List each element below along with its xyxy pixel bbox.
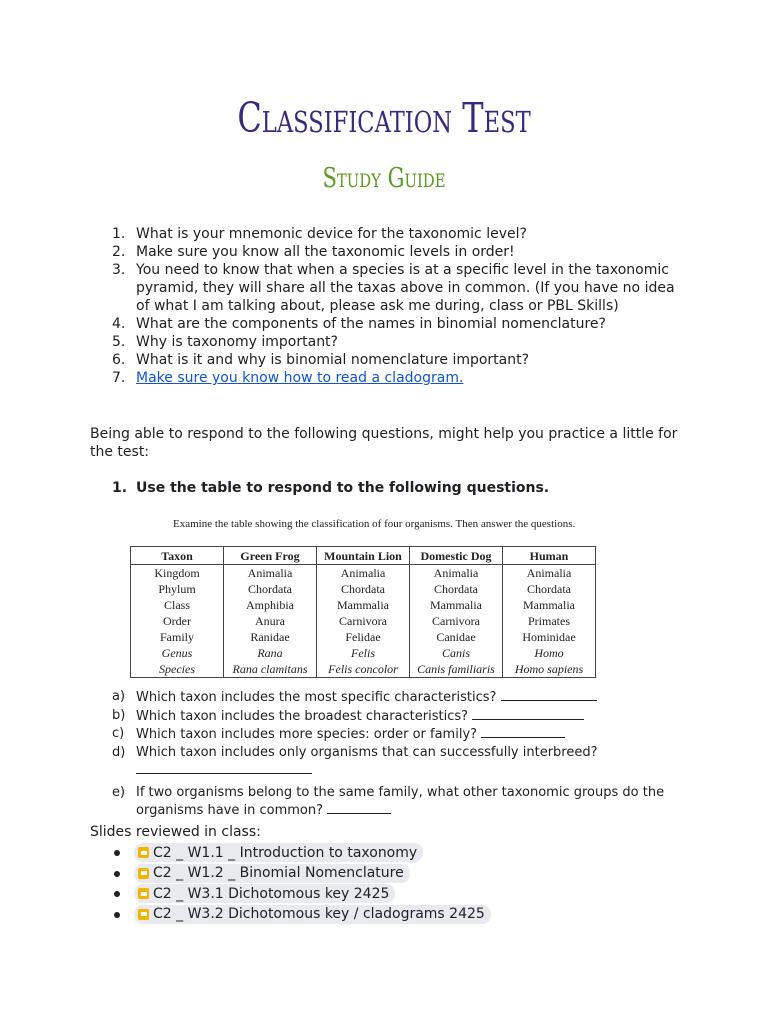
- list-item: [112, 369, 682, 387]
- question-heading: [112, 480, 549, 496]
- table-row: [131, 581, 596, 597]
- question-number: 1.: [112, 480, 128, 496]
- answer-blank[interactable]: [481, 725, 565, 738]
- answer-blank[interactable]: [327, 801, 391, 814]
- slides-icon: [138, 847, 149, 858]
- table-cell: Phylum: [131, 581, 224, 597]
- table-cell: Class: [131, 597, 224, 613]
- table-header: Green Frog: [224, 547, 317, 565]
- list-item: [112, 688, 672, 707]
- bullet-icon: [114, 912, 120, 918]
- list-item: [112, 725, 672, 744]
- table-cell: Canis familiaris: [410, 661, 503, 678]
- page-subtitle: Study Guide: [322, 163, 446, 194]
- answer-blank[interactable]: [472, 707, 584, 720]
- cladogram-link[interactable]: Make sure you know how to read a cladogram.: [136, 370, 464, 386]
- table-cell: Canidae: [410, 629, 503, 645]
- table-cell: Animalia: [317, 565, 410, 582]
- table-cell: Homo: [503, 645, 596, 661]
- slides-icon: [138, 888, 149, 899]
- question-text: Use the table to respond to the following questions.: [136, 480, 550, 496]
- table-cell: Kingdom: [131, 565, 224, 582]
- table-cell: Mammalia: [410, 597, 503, 613]
- list-letter: e): [112, 784, 126, 800]
- table-header-row: [131, 547, 596, 565]
- slides-icon: [138, 868, 149, 879]
- table-cell: Felidae: [317, 629, 410, 645]
- list-item-text: If two organisms belong to the same family, what other taxonomic groups do the organisms have in common?: [136, 784, 665, 818]
- list-item-text: Which taxon includes only organisms that can successfully interbreed?: [136, 744, 598, 760]
- table-cell: Order: [131, 613, 224, 629]
- table-cell: Genus: [131, 645, 224, 661]
- study-guide-list: [112, 225, 682, 387]
- list-item-text: Which taxon includes more species: order or family?: [136, 727, 478, 742]
- table-cell: Ranidae: [224, 629, 317, 645]
- slides-chip-label: C2 _ W3.1 Dichotomous key 2425: [153, 885, 390, 902]
- list-item-text: What is your mnemonic device for the taxonomic level?: [136, 226, 527, 242]
- slides-chip[interactable]: [134, 884, 395, 903]
- classification-table: [130, 546, 596, 678]
- bullet-icon: [114, 891, 120, 897]
- slides-heading: Slides reviewed in class:: [90, 824, 261, 840]
- list-item: [112, 351, 682, 369]
- table-row: [131, 613, 596, 629]
- slides-chip-label: C2 _ W3.2 Dichotomous key / cladograms 2425: [153, 906, 485, 922]
- list-item: [112, 333, 682, 351]
- table-cell: Hominidae: [503, 629, 596, 645]
- table-cell: Mammalia: [317, 597, 410, 613]
- table-cell: Chordata: [317, 581, 410, 597]
- list-item-text: Make sure you know all the taxonomic levels in order!: [136, 244, 515, 260]
- list-number: 5.: [112, 334, 126, 350]
- list-letter: c): [112, 726, 125, 741]
- table-row: [131, 661, 596, 678]
- table-row: [131, 645, 596, 661]
- table-cell: Chordata: [224, 581, 317, 597]
- table-cell: Carnivora: [410, 613, 503, 629]
- list-item: [112, 261, 682, 315]
- table-cell: Mammalia: [503, 597, 596, 613]
- table-cell: Animalia: [224, 565, 317, 582]
- bullet-icon: [114, 850, 120, 856]
- subquestion-list: [112, 688, 672, 820]
- list-letter: b): [112, 707, 126, 723]
- list-item-text: What is it and why is binomial nomenclature important?: [136, 352, 530, 368]
- table-row: [131, 629, 596, 645]
- list-letter: d): [112, 744, 126, 760]
- table-header: Mountain Lion: [317, 547, 410, 565]
- list-item: [112, 784, 672, 820]
- answer-blank[interactable]: [136, 761, 312, 774]
- slides-chip[interactable]: [134, 905, 491, 924]
- list-number: 3.: [112, 262, 126, 278]
- list-item: [112, 225, 682, 243]
- slides-chip-label: C2 _ W1.1 _ Introduction to taxonomy: [153, 844, 418, 861]
- list-item-text: Why is taxonomy important?: [136, 334, 338, 350]
- answer-blank[interactable]: [501, 688, 597, 701]
- table-cell: Species: [131, 661, 224, 678]
- list-item-text: What are the components of the names in binomial nomenclature?: [136, 316, 606, 332]
- list-item: [112, 744, 672, 780]
- intro-paragraph: Being able to respond to the following questions, might help you practice a little for the test:: [90, 426, 678, 460]
- list-number: 6.: [112, 352, 126, 368]
- table-caption: Examine the table showing the classification of four organisms. Then answer the questions.: [173, 518, 576, 530]
- list-number: 2.: [112, 244, 126, 260]
- list-item: [112, 243, 682, 261]
- list-item: [112, 315, 682, 333]
- table-cell: Canis: [410, 645, 503, 661]
- list-item-text: Which taxon includes the most specific characteristics?: [136, 690, 497, 705]
- list-item: [112, 707, 672, 726]
- table-cell: Chordata: [410, 581, 503, 597]
- table-cell: Felis: [317, 645, 410, 661]
- table-header: Human: [503, 547, 596, 565]
- table-cell: Primates: [503, 613, 596, 629]
- list-number: 4.: [112, 316, 126, 332]
- table-cell: Rana clamitans: [224, 661, 317, 678]
- table-header: Taxon: [131, 547, 224, 565]
- slides-chip[interactable]: [134, 843, 423, 862]
- table-cell: Amphibia: [224, 597, 317, 613]
- table-header: Domestic Dog: [410, 547, 503, 565]
- slides-icon: [138, 909, 149, 920]
- table-cell: Anura: [224, 613, 317, 629]
- slides-chip-label: C2 _ W1.2 _ Binomial Nomenclature: [153, 865, 404, 881]
- table-cell: Family: [131, 629, 224, 645]
- table-cell: Chordata: [503, 581, 596, 597]
- list-letter: a): [112, 689, 126, 704]
- bullet-icon: [114, 871, 120, 877]
- table-cell: Animalia: [410, 565, 503, 582]
- page-title: Classification Test: [237, 94, 531, 142]
- table-cell: Felis concolor: [317, 661, 410, 678]
- table-cell: Carnivora: [317, 613, 410, 629]
- table-row: [131, 565, 596, 582]
- slides-chip[interactable]: [134, 864, 410, 883]
- table-cell: Animalia: [503, 565, 596, 582]
- list-item-text: Which taxon includes the broadest characteristics?: [136, 708, 469, 724]
- list-item-text: You need to know that when a species is at a specific level in the taxonomic pyramid, they will share all the taxas above in common. (If you have no idea of what I am talking about, please ask me during, class or PBL Skills): [136, 262, 675, 314]
- table-cell: Homo sapiens: [503, 661, 596, 678]
- list-number: 7.: [112, 370, 126, 386]
- table-cell: Rana: [224, 645, 317, 661]
- list-number: 1.: [112, 226, 126, 242]
- table-row: [131, 597, 596, 613]
